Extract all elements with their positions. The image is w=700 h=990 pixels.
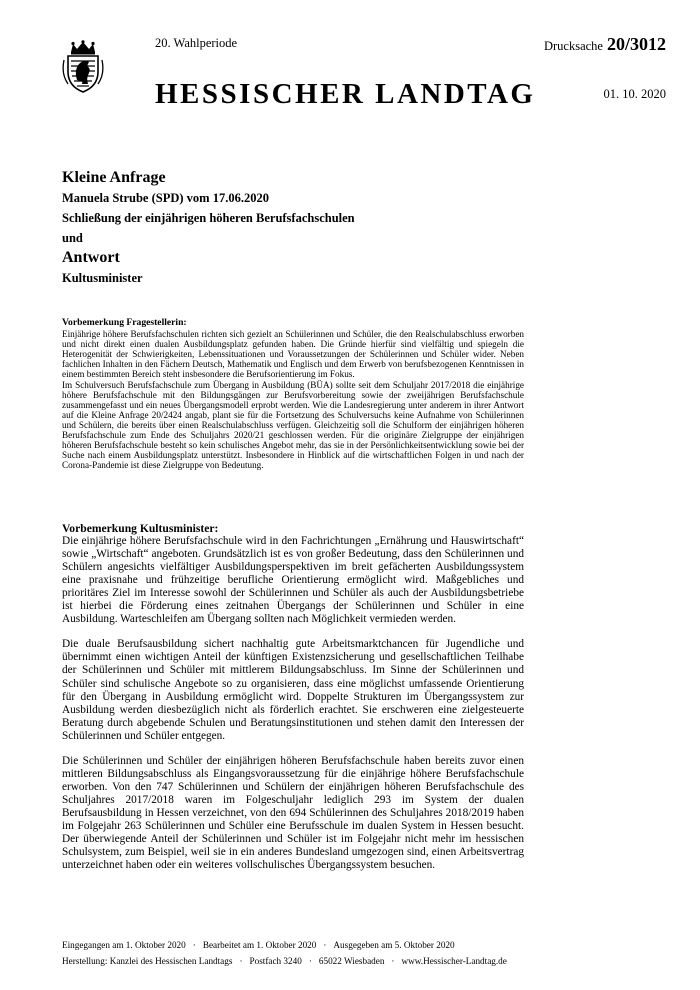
publisher: Herstellung: Kanzlei des Hessischen Landtags	[62, 956, 233, 966]
parliament-title: HESSISCHER LANDTAG	[155, 78, 536, 110]
coat-of-arms-icon	[62, 40, 104, 94]
inquiry-type: Kleine Anfrage	[62, 169, 166, 186]
paragraph: Im Schulversuch Berufsfachschule zum Übergang in Ausbildung (BÜA) sollte seit dem Schuljahr 2017/2018 die einjährige höhere Berufsfachschule mit den Bildungsgängen zur Berufsvorbereitung sowie der zweijährigen Berufsfachschule zusammengefasst und ein neues Übergangsmodell erprobt werden. Wie die Landesregierung unter anderem in ihrer Antwort auf die Kleine Anfrage 20/2424 angab, plant sie für die Fortsetzung des Schulversuchs keine Aufnahme von Schülerinnen und Schülern, die bereits über einen Realschulabschluss verfügen. Gleichzeitig soll die Schulform der einjährigen höheren Berufsfachschule zum Ende des Schuljahrs 2020/21 geschlossen werden. Für die originäre Zielgruppe der einjährigen höheren Berufsfachschule besteht so kein schulisches Angebot mehr, das sie in der Persönlichkeitsentwicklung sowie bei der Suche nach einem Ausbildungsplatz unterstützt. Insbesondere in Hinblick auf die wirtschaftlichen Folgen in und nach der Corona-Pandemie ist diese Zielgruppe von Bedeutung.	[62, 379, 524, 471]
separator: ·	[308, 956, 312, 966]
city: 65022 Wiesbaden	[318, 956, 385, 966]
drucksache	[544, 34, 666, 55]
postbox: Postfach 3240	[249, 956, 302, 966]
inquiry-author: Manuela Strube (SPD) vom 17.06.2020	[62, 191, 269, 205]
drucksache-label: Drucksache	[543, 39, 603, 53]
received-date: Eingegangen am 1. Oktober 2020	[62, 940, 186, 950]
paragraph: Die einjährige höhere Berufsfachschule wird in den Fachrichtungen „Ernährung und Hauswirtschaft“ sowie „Wirtschaft“ angeboten. Grundsätzlich ist es von großer Bedeutung, dass den Schülerinnen und Schülern angesichts vielfältiger Ausbildungsperspektiven im breit gefächerten Ausbildungssystem eine praxisnahe und frühzeitige berufliche Orientierung ermöglicht wird. Maßgebliches und prioritäres Ziel im Interesse sowohl der Schülerinnen und Schüler als auch der Ausbildungsbetriebe ist hierbei die Förderung eines zeitnahen Übergangs der Schülerinnen und Schüler in eine Ausbildung. Warteschleifen am Übergang sollten nach Möglichkeit vermieden werden.	[62, 535, 524, 626]
footer	[62, 937, 622, 969]
preface-questioner	[62, 318, 524, 470]
answer-type: Antwort	[62, 249, 120, 266]
inquiry-connector: und	[62, 231, 83, 245]
document-date: 01. 10. 2020	[603, 87, 666, 101]
preface-minister	[62, 522, 524, 884]
preface-questioner-title: Vorbemerkung Fragestellerin:	[62, 317, 187, 328]
processed-date: Bearbeitet am 1. Oktober 2020	[202, 940, 317, 950]
drucksache-number: 20/3012	[606, 34, 666, 54]
separator: ·	[239, 956, 243, 966]
inquiry-heading	[62, 168, 662, 288]
website-link[interactable]: www.Hessischer-Landtag.de	[401, 956, 507, 966]
paragraph: Die duale Berufsausbildung sichert nachhaltig gute Arbeitsmarktchancen für Jugendliche und übernimmt einen wichtigen Anteil der künftigen Existenzsicherung und gesellschaftlichen Teilhabe der Schülerinnen und Schüler mit mittlerem Bildungsabschluss. Im Sinne der Schülerinnen und Schüler sind schulische Angebote so zu organisieren, dass eine möglichst umfassende Orientierung für den Übergang in Ausbildung ermöglicht wird. Doppelte Strukturen im Übergangssystem zur Ausbildung werden diesbezüglich nicht als förderlich erachtet. Sie erschweren eine zielgesteuerte Beratung durch abgebende Schulen und Beratungsinstitutionen und stehen damit den Interessen der Schülerinnen und Schüler entgegen.	[62, 638, 524, 742]
issued-date: Ausgegeben am 5. Oktober 2020	[333, 940, 455, 950]
footer-publisher	[62, 953, 622, 969]
legislative-period: 20. Wahlperiode	[155, 36, 238, 50]
paragraph: Einjährige höhere Berufsfachschulen richten sich gezielt an Schülerinnen und Schüler, die den Realschulabschluss erworben und nicht direkt einen dualen Ausbildungsplatz gefunden haben. Die Gründe hierfür sind vielfältig und spiegeln die Heterogenität der Schwierigkeiten, Lebenssituationen und Voraussetzungen der Schülerinnen und Schüler wider. Neben fachlichen Inhalten in den Fächern Deutsch, Mathematik und Englisch und dem Erwerb von berufsbezogenen Kenntnissen in einem bestimmten Bereich steht insbesondere die Berufsorientierung im Fokus.	[62, 329, 524, 380]
separator: ·	[323, 940, 327, 950]
preface-minister-title: Vorbemerkung Kultusminister:	[62, 522, 219, 535]
inquiry-subject: Schließung der einjährigen höheren Berufsfachschulen	[62, 211, 355, 225]
separator: ·	[192, 940, 196, 950]
paragraph: Die Schülerinnen und Schüler der einjährigen höheren Berufsfachschule haben bereits zuvor einen mittleren Bildungsabschluss als Eingangsvoraussetzung für die einjährige höhere Berufsfachschule erworben. Von den 747 Schülerinnen und Schülern der einjährigen höheren Berufsfachschule des Schuljahres 2017/2018 waren im Folgeschuljahr lediglich 293 im System der dualen Berufsausbildung in Hessen verzeichnet, von den 694 Schülerinnen des Schuljahres 2018/2019 haben im Folgejahr 263 Schülerinnen und Schüler eine Berufsschule im dualen System in Hessen besucht. Der überwiegende Anteil der Schülerinnen und Schüler ist im Folgejahr nicht mehr im hessischen Schulsystem, zum Beispiel, weil sie in ein anderes Bundesland umgezogen sind, einen Arbeitsvertrag unterzeichnet haben oder ein weiteres vollschulisches Übergangssystem besuchen.	[62, 754, 524, 872]
answerer: Kultusminister	[62, 271, 143, 285]
separator: ·	[391, 956, 395, 966]
footer-dates	[62, 937, 622, 953]
